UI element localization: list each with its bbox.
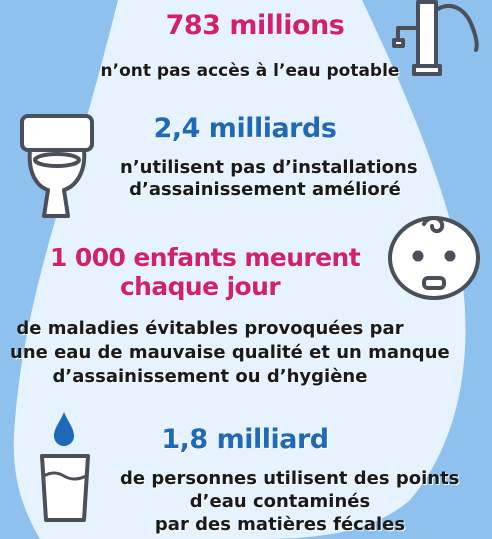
stat4-text-line2: d’eau contaminés <box>189 491 371 512</box>
stat2-text-line2: d’assainissement amélioré <box>129 179 401 200</box>
toilet-icon <box>18 112 98 222</box>
stat3-text-line3: d’assainissement ou d’hygiène <box>52 366 368 387</box>
stat3-figure-line2: chaque jour <box>119 272 281 301</box>
stat3-text-line1: de maladies évitables provoquées par <box>16 318 404 339</box>
stat4-text-line3: par des matières fécales <box>154 514 406 535</box>
stat4-text-line1: de personnes utilisent des points <box>120 468 460 489</box>
water-pump-icon <box>392 0 482 82</box>
baby-face-icon <box>384 212 484 308</box>
stat2-text-line1: n’utilisent pas d’installations <box>120 157 418 178</box>
glass-water-drop-icon <box>34 410 98 528</box>
stat2-figure: 2,4 milliards <box>153 113 337 144</box>
stat4-figure: 1,8 milliard <box>161 424 329 455</box>
stat3-figure-line1: 1 000 enfants meurent <box>50 243 361 272</box>
stat3-text-line2: une eau de mauvaise qualité et un manque <box>10 342 450 363</box>
stat1-text: n’ont pas accès à l’eau potable <box>100 61 400 81</box>
stat1-figure: 783 millions <box>165 10 345 41</box>
